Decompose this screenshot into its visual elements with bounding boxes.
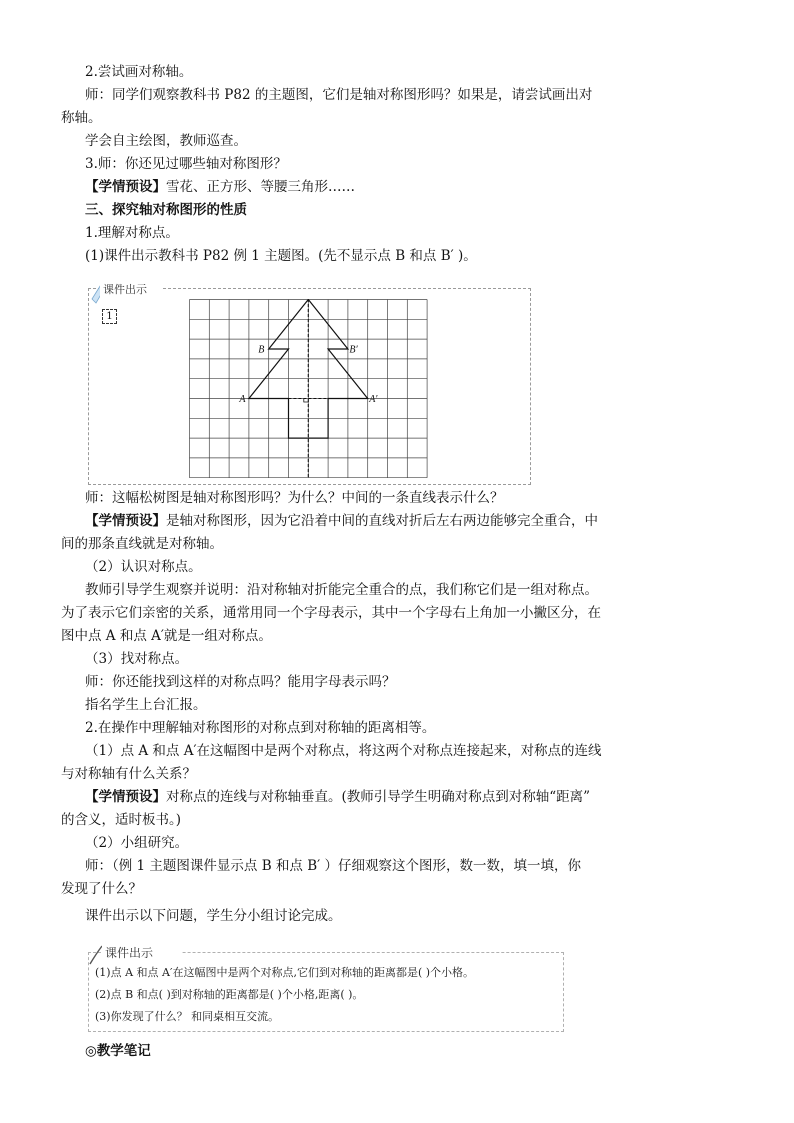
paragraph: 指名学生上台汇报。 xyxy=(85,697,207,713)
paragraph: 学会自主绘图，教师巡查。 xyxy=(85,133,247,149)
teaching-notes-heading: ◎教学笔记 xyxy=(85,1043,151,1059)
question-3: (3)你发现了什么？ 和同桌相互交流。 xyxy=(95,1010,280,1023)
paragraph: 与对称轴有什么关系？ xyxy=(61,766,196,782)
point-label-A-prime: A′ xyxy=(369,394,378,405)
paragraph-text: 是轴对称图形，因为它沿着中间的直线对折后左右两边能够完全重合，中 xyxy=(166,513,598,529)
point-label-B: B xyxy=(258,344,265,356)
tag-label: 【学情预设】 xyxy=(85,789,166,805)
paragraph: 称轴。 xyxy=(61,110,102,126)
tag-label: 【学情预设】 xyxy=(85,179,166,195)
paragraph: 3.师：你还见过哪些轴对称图形？ xyxy=(85,156,287,172)
paragraph: 2.在操作中理解轴对称图形的对称点到对称轴的距离相等。 xyxy=(85,720,436,736)
paragraph: （3）找对称点。 xyxy=(85,651,189,667)
section-heading: 三、探究轴对称图形的性质 xyxy=(85,202,247,218)
point-label-B-prime: B′ xyxy=(349,344,358,356)
paragraph-text: 雪花、正方形、等腰三角形…… xyxy=(166,179,355,195)
paragraph xyxy=(85,178,355,196)
question-2: (2)点 B 和点( )到对称轴的距离都是( )个小格,距离( )。 xyxy=(95,988,364,1001)
pine-tree-grid-figure xyxy=(189,299,429,480)
box-title-2: 课件出示 xyxy=(102,944,156,961)
paragraph: 教师引导学生观察并说明：沿对称轴对折能完全重合的点，我们称它们是一组对称点。 xyxy=(85,582,598,598)
question-1: (1)点 A 和点 A′在这幅图中是两个对称点,它们到对称轴的距离都是( )个小格。 xyxy=(95,966,475,979)
paragraph: 师：（例 1 主题图课件显示点 B 和点 B′ ）仔细观察这个图形，数一数，填一填，你 xyxy=(85,858,581,874)
paragraph: （2）小组研究。 xyxy=(85,835,189,851)
paragraph: 师：你还能找到这样的对称点吗？能用字母表示吗？ xyxy=(85,674,396,690)
paragraph: 的含义，适时板书。) xyxy=(61,812,182,828)
paragraph: 间的那条直线就是对称轴。 xyxy=(61,536,223,552)
paragraph: 师：这幅松树图是轴对称图形吗？为什么？中间的一条直线表示什么？ xyxy=(85,490,504,506)
tag-label: 【学情预设】 xyxy=(85,513,166,529)
paragraph: 图中点 A 和点 A′就是一组对称点。 xyxy=(61,628,272,644)
paragraph-text: 对称点的连线与对称轴垂直。(教师引导学生明确对称点到对称轴“距离” xyxy=(166,789,591,805)
paragraph xyxy=(85,512,598,530)
paragraph: 课件出示以下问题，学生分小组讨论完成。 xyxy=(85,908,342,924)
point-label-A: A xyxy=(239,394,246,405)
example-number: 1 xyxy=(102,309,117,324)
paragraph: 师：同学们观察教科书 P82 的主题图，它们是轴对称图形吗？如果是，请尝试画出对 xyxy=(85,87,593,103)
paragraph: （1）点 A 和点 A′在这幅图中是两个对称点，将这两个对称点连接起来，对称点的连线 xyxy=(85,743,602,759)
paragraph: 发现了什么？ xyxy=(61,881,142,897)
right-angle-mark xyxy=(304,399,309,403)
paragraph: （2）认识对称点。 xyxy=(85,559,202,575)
paragraph: (1)课件出示教科书 P82 例 1 主题图。(先不显示点 B 和点 B′ )。 xyxy=(85,248,477,264)
paragraph xyxy=(85,788,590,806)
step-2-heading: 2.尝试画对称轴。 xyxy=(85,64,193,80)
box-title-1: 课件出示 xyxy=(100,281,150,297)
paragraph: 为了表示它们亲密的关系，通常用同一个字母表示，其中一个字母右上角加一小撇区分，在 xyxy=(61,605,601,621)
paragraph: 1.理解对称点。 xyxy=(85,225,179,241)
